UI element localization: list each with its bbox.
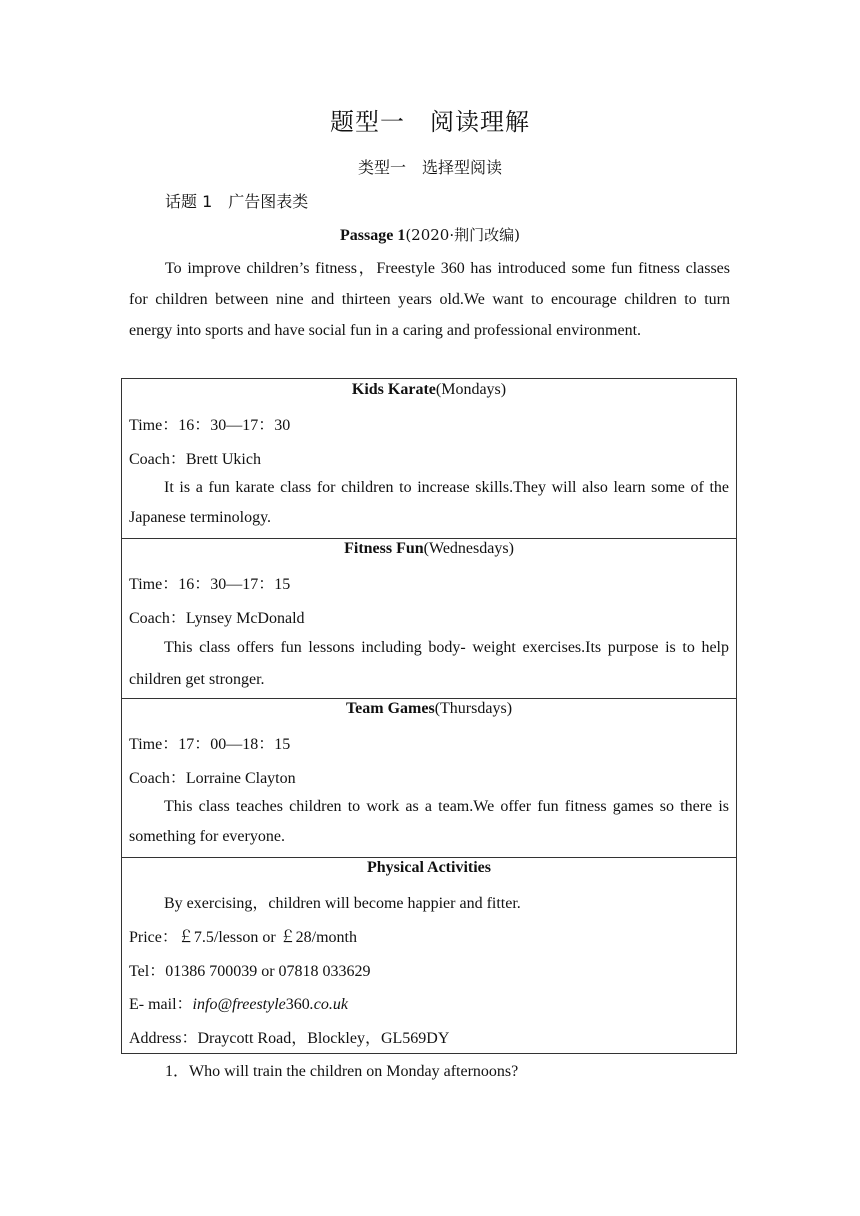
address-info: Address：Draycott Road，Blockley，GL569DY: [129, 1030, 450, 1047]
passage-label: Passage 1: [340, 227, 406, 244]
passage-source: (2020·荆门改编): [405, 226, 520, 244]
email-part: info@freestyle: [192, 996, 286, 1013]
topic-heading: 话题 1 广告图表类: [165, 192, 309, 211]
page-title: 题型一 阅读理解: [330, 108, 530, 136]
email-info: [129, 991, 729, 1014]
class-description: It is a fun karate class for children to increase skills.They will also learn some of the Japanese terminology.: [129, 479, 729, 526]
price-info: Price：￡7.5/lesson or ￡28/month: [129, 929, 357, 946]
question-1: 1．Who will train the children on Monday afternoons?: [165, 1063, 519, 1080]
class-coach: Coach：Lynsey McDonald: [129, 610, 305, 627]
class-time: Time：17：00—18：15: [129, 736, 291, 753]
class-time: Time：16：30—17：15: [129, 576, 291, 593]
email-part: 360: [285, 996, 310, 1013]
class-day: (Wednesdays): [423, 540, 514, 557]
class-time: Time：16：30—17：30: [129, 417, 291, 434]
class-coach: Coach：Brett Ukich: [129, 451, 261, 468]
physical-description: By exercising，children will become happier and fitter.: [164, 895, 521, 912]
class-name: Fitness Fun: [344, 540, 424, 557]
class-day: (Thursdays): [434, 700, 513, 717]
class-name: Team Games: [345, 700, 435, 717]
class-description: This class teaches children to work as a team.We offer fun fitness games so there is something for everyone.: [129, 798, 729, 845]
class-heading: [122, 700, 736, 718]
physical-activities-section: [122, 857, 736, 1054]
class-name: Kids Karate: [351, 381, 436, 398]
passage-heading: [0, 224, 860, 245]
section-subtitle: 类型一 选择型阅读: [357, 158, 502, 177]
class-section-fitness: [122, 538, 736, 699]
advertisement-table: [121, 378, 737, 1054]
tel-info: Tel：01386 700039 or 07818 033629: [129, 963, 371, 980]
email-label: E- mail：: [129, 996, 193, 1013]
class-day: (Mondays): [435, 381, 507, 398]
class-section-team-games: [122, 698, 736, 858]
email-part: .co.uk: [309, 996, 348, 1013]
class-coach: Coach：Lorraine Clayton: [129, 770, 296, 787]
class-section-karate: [122, 379, 736, 538]
intro-paragraph: To improve children’s fitness，Freestyle 360 has introduced some fun fitness classes for children between nine and thirteen years old.We want to encourage children to turn energy into sports and have social fun in a caring and professional environment.: [129, 260, 731, 339]
class-heading: [122, 381, 736, 399]
physical-heading: Physical Activities: [367, 859, 491, 876]
class-description: This class offers fun lessons including body- weight exercises.Its purpose is to help children get stronger.: [129, 639, 729, 688]
class-heading: [122, 540, 736, 558]
